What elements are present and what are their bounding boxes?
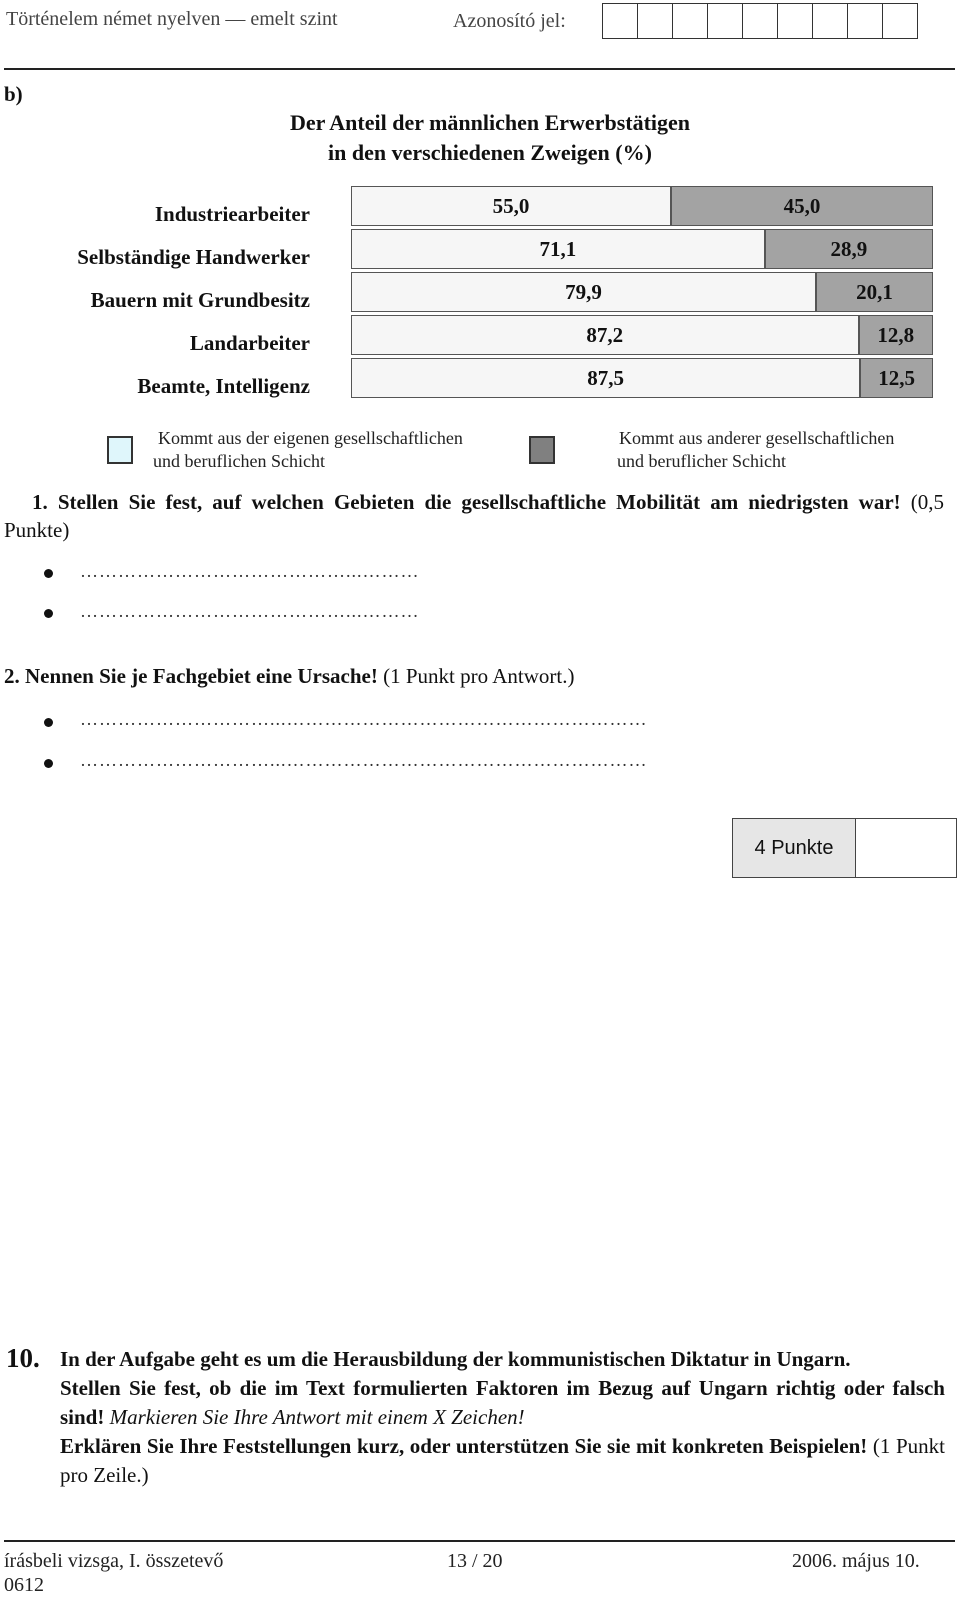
id-box[interactable] xyxy=(813,4,848,38)
bullet-icon xyxy=(44,569,53,578)
id-box[interactable] xyxy=(673,4,708,38)
exam-subject: Történelem német nyelven — emelt szint xyxy=(6,8,338,30)
bar-row xyxy=(351,315,933,357)
id-box[interactable] xyxy=(778,4,813,38)
bar-segment-own: 79,9 xyxy=(351,272,816,312)
answer-line[interactable]: …………………………...………………………………………………… xyxy=(80,750,648,770)
row-label: Industriearbeiter xyxy=(154,202,310,226)
bar-segment-own: 55,0 xyxy=(351,186,671,226)
bar-row xyxy=(351,358,933,400)
id-box[interactable] xyxy=(743,4,778,38)
task-10-intro xyxy=(60,1345,945,1374)
legend-other xyxy=(617,427,894,473)
legend-own-line-2: und beruflichen Schicht xyxy=(153,451,325,471)
question-2 xyxy=(4,662,574,690)
bar-segment-other: 20,1 xyxy=(816,272,933,312)
id-box[interactable] xyxy=(848,4,883,38)
bar-segment-own: 71,1 xyxy=(351,229,765,269)
chart-title-line-1: Der Anteil der männlichen Erwerbstätigen xyxy=(289,110,691,135)
bar-segment-other: 45,0 xyxy=(671,186,933,226)
id-box[interactable] xyxy=(603,4,638,38)
bullet-icon xyxy=(44,609,53,618)
question-1 xyxy=(4,488,944,544)
bar-segment-other: 28,9 xyxy=(765,229,933,269)
question-1-text: 1. Stellen Sie fest, auf welchen Gebieten die gesellschaftliche Mobilität am niedrigsten war! xyxy=(32,490,901,514)
id-box[interactable] xyxy=(883,4,917,38)
footer-date: 2006. május 10. xyxy=(792,1550,920,1572)
answer-line[interactable]: ……………………………………...……… xyxy=(80,601,420,621)
task-number: 10. xyxy=(6,1343,40,1373)
bar-segment-own: 87,5 xyxy=(351,358,860,398)
id-box[interactable] xyxy=(638,4,673,38)
bar-row xyxy=(351,229,933,271)
task-10-points: (1 Punkt pro Zeile.) xyxy=(60,1434,945,1487)
task-10-intro-text: In der Aufgabe geht es um die Herausbildung der kommunistischen Diktatur in Ungarn. xyxy=(60,1347,851,1371)
legend-other-line-2: und beruflicher Schicht xyxy=(617,451,786,471)
bar-segment-other: 12,5 xyxy=(860,358,933,398)
legend-swatch-own xyxy=(107,436,133,464)
id-boxes[interactable] xyxy=(602,3,918,39)
bullet-icon xyxy=(44,718,53,727)
task-10-instructions xyxy=(60,1345,945,1490)
chart-title-line-2: in den verschiedenen Zweigen (%) xyxy=(328,140,652,165)
bar-segment-other: 12,8 xyxy=(859,315,933,355)
question-1-points: (0,5 Punkte) xyxy=(4,490,945,542)
score-label: 4 Punkte xyxy=(733,819,856,877)
task-10-instruction-text: Stellen Sie fest, ob die im Text formulierten Faktoren im Bezug auf Ungarn richtig oder falsch sind! xyxy=(60,1376,945,1429)
footer-exam: írásbeli vizsga, I. összetevő xyxy=(4,1550,224,1572)
bar-segment-own: 87,2 xyxy=(351,315,859,355)
row-label: Beamte, Intelligenz xyxy=(137,374,310,398)
task-10-explain xyxy=(60,1432,945,1490)
legend-own xyxy=(153,427,463,473)
task-10-instruction xyxy=(60,1374,945,1432)
section-label: b) xyxy=(4,82,23,106)
bullet-icon xyxy=(44,759,53,768)
footer-divider xyxy=(4,1540,955,1542)
chart-title xyxy=(0,108,960,168)
score-field[interactable] xyxy=(856,819,956,877)
row-label: Selbständige Handwerker xyxy=(77,245,310,269)
legend-own-line-1: Kommt aus der eigenen gesellschaftlichen xyxy=(158,428,463,448)
task-10-explain-text: Erklären Sie Ihre Feststellungen kurz, oder unterstützen Sie sie mit konkreten Beispielen! xyxy=(60,1434,868,1458)
header-divider xyxy=(4,68,955,70)
task-10-marking-hint: Markieren Sie Ihre Antwort mit einem X Zeichen! xyxy=(109,1405,525,1429)
legend-swatch-other xyxy=(529,436,555,464)
question-2-text: 2. Nennen Sie je Fachgebiet eine Ursache! xyxy=(4,664,378,688)
answer-line[interactable]: …………………………...………………………………………………… xyxy=(80,709,648,729)
id-box[interactable] xyxy=(708,4,743,38)
row-label: Landarbeiter xyxy=(189,331,310,355)
legend-other-line-1: Kommt aus anderer gesellschaftlichen xyxy=(619,428,895,448)
score-box xyxy=(732,818,957,878)
footer-code: 0612 xyxy=(4,1574,44,1596)
question-2-points: (1 Punkt pro Antwort.) xyxy=(383,664,575,688)
id-label: Azonosító jel: xyxy=(453,10,566,32)
bar-row xyxy=(351,272,933,314)
answer-line[interactable]: ……………………………………...……… xyxy=(80,561,420,581)
footer-page: 13 / 20 xyxy=(447,1550,503,1572)
bar-row xyxy=(351,186,933,228)
row-label: Bauern mit Grundbesitz xyxy=(90,288,310,312)
